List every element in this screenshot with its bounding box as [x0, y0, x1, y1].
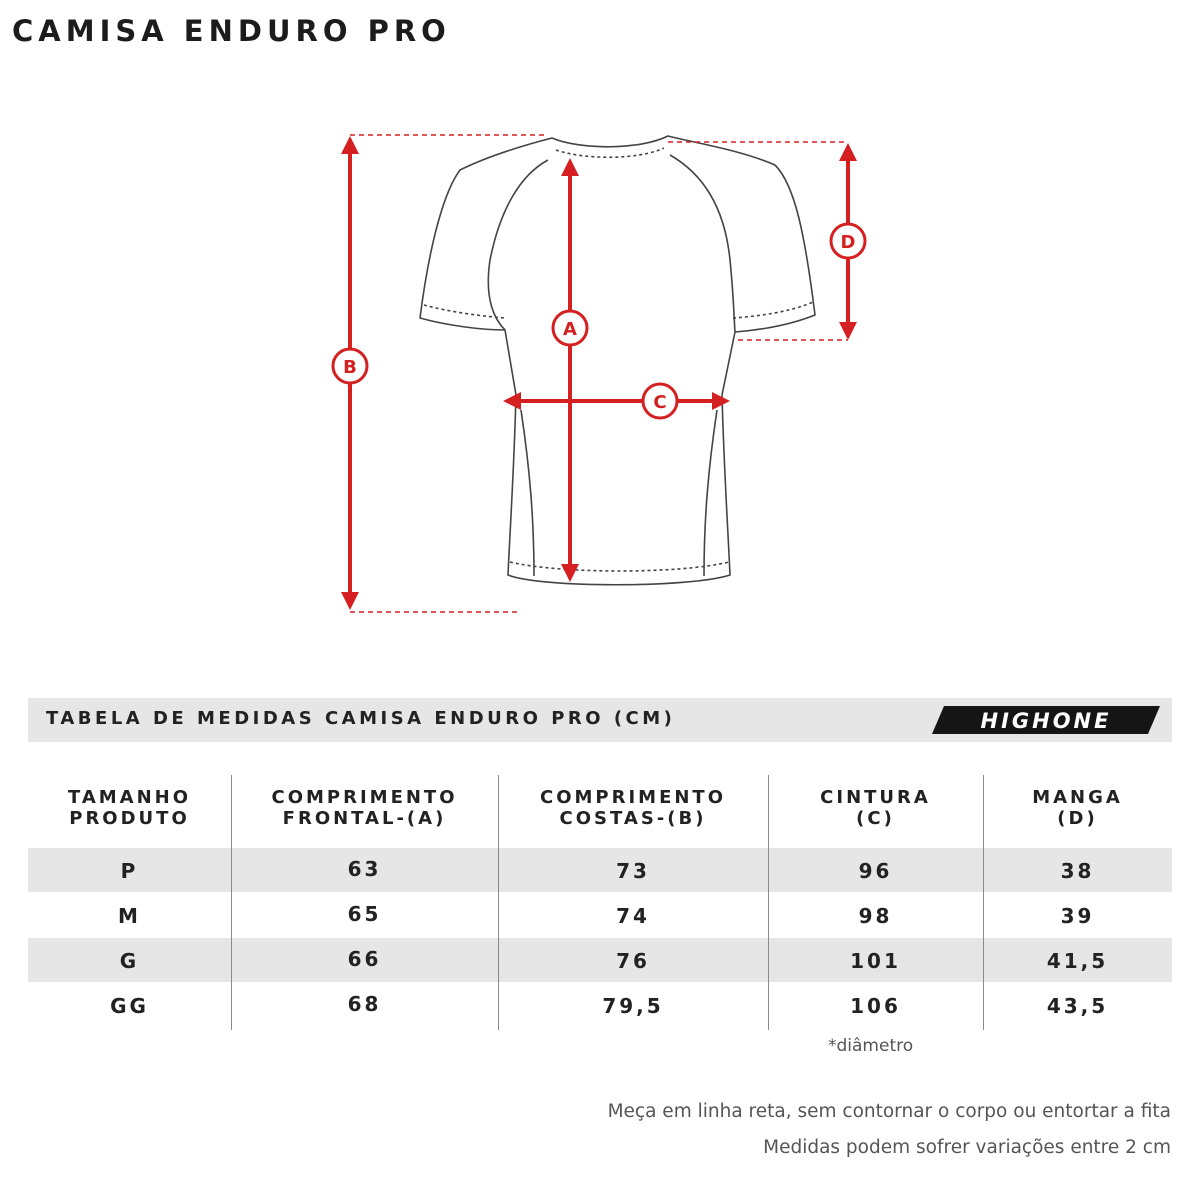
column-header-line: (C) [856, 808, 895, 829]
column-header-line: COMPRIMENTO [539, 787, 727, 808]
column-header-line: COSTAS-(B) [559, 808, 707, 829]
cell-back-length: 79,5 [602, 994, 664, 1018]
table-row [0, 983, 1200, 1027]
cell-front-length: 65 [347, 902, 382, 926]
cell-back-length: 73 [616, 859, 650, 883]
cell-front-length: 68 [347, 992, 382, 1016]
column-header-line: FRONTAL-(A) [282, 808, 447, 829]
table-row [0, 893, 1200, 937]
cell-waist: 96 [858, 859, 893, 883]
label-d-marker [831, 224, 865, 258]
shirt-outline-drawing [420, 136, 815, 585]
arrow-d-head-top [839, 143, 857, 161]
cell-sleeve: 43,5 [1046, 994, 1109, 1018]
arrow-b-head-bottom [341, 592, 359, 610]
arrow-c-head-left [503, 392, 521, 410]
column-header-front-length [231, 787, 498, 829]
arrow-a-head-bottom [561, 564, 579, 582]
cell-front-length: 63 [347, 857, 382, 881]
column-header-line: COMPRIMENTO [271, 787, 458, 808]
label-c-marker [643, 384, 677, 418]
page-title: CAMISA ENDURO PRO [12, 14, 451, 48]
arrow-d-head-bottom [839, 322, 857, 340]
cell-size: GG [110, 994, 149, 1018]
label-d: D [840, 232, 856, 253]
label-b-marker [333, 349, 367, 383]
variation-note: Medidas podem sofrer variações entre 2 cm [763, 1137, 1171, 1158]
arrow-c-head-right [712, 392, 730, 410]
measurement-overlays [341, 135, 857, 612]
brand-logo [930, 704, 1162, 736]
column-header-line: TAMANHO [67, 787, 192, 808]
cell-sleeve: 39 [1060, 904, 1095, 928]
cell-sleeve: 41,5 [1046, 949, 1109, 973]
label-b: B [343, 357, 357, 378]
cell-waist: 98 [858, 904, 893, 928]
cell-front-length: 66 [347, 947, 382, 971]
table-title: TABELA DE MEDIDAS CAMISA ENDURO PRO (CM) [46, 708, 676, 729]
cell-size: G [119, 949, 140, 973]
cell-size: P [120, 859, 139, 883]
column-header-back-length [498, 787, 768, 829]
arrow-a-head-top [561, 158, 579, 176]
arrow-b-head-top [341, 136, 359, 154]
measure-instruction-note: Meça em linha reta, sem contornar o corpo ou entortar a fita [607, 1101, 1171, 1122]
label-c: C [653, 392, 667, 413]
cell-back-length: 76 [616, 949, 650, 973]
label-a: A [563, 319, 577, 340]
table-row [0, 848, 1200, 892]
column-header-line: PRODUTO [69, 808, 190, 829]
column-header-line: MANGA [1032, 787, 1123, 808]
column-header-waist [768, 787, 983, 829]
cell-sleeve: 38 [1060, 859, 1095, 883]
label-a-marker [553, 311, 587, 345]
column-header-sleeve [983, 787, 1172, 829]
cell-waist: 101 [850, 949, 901, 973]
column-header-size [28, 787, 231, 829]
column-header-line: (D) [1057, 808, 1098, 829]
diameter-footnote: *diâmetro [828, 1036, 914, 1056]
brand-logo-text: HIGHONE [980, 709, 1112, 733]
cell-size: M [118, 904, 141, 928]
cell-waist: 106 [850, 994, 901, 1018]
shirt-measurement-diagram [0, 120, 1200, 630]
column-header-line: CINTURA [820, 787, 931, 808]
table-row [0, 938, 1200, 982]
cell-back-length: 74 [616, 904, 650, 928]
